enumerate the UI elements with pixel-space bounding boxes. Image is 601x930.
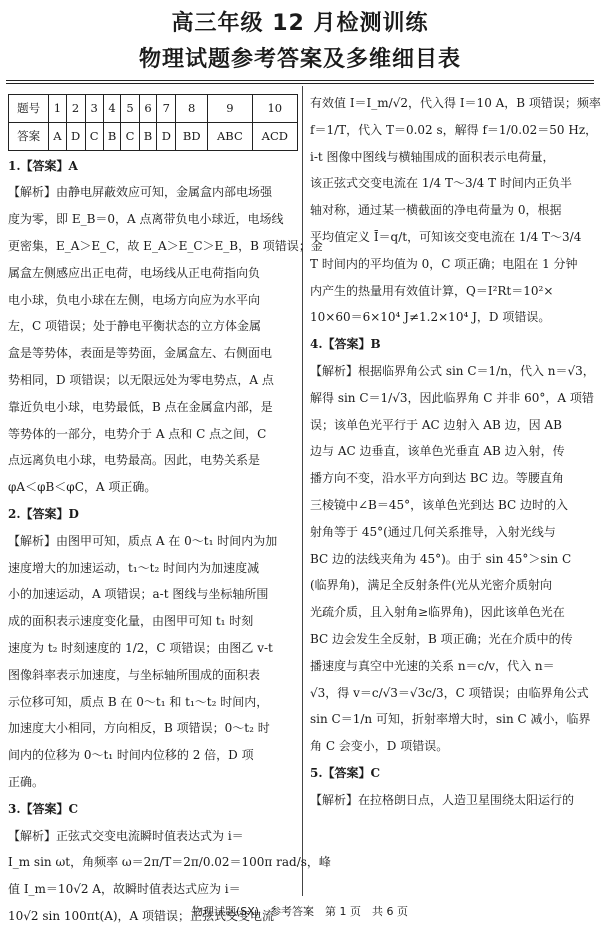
text-line: 【解析】由静电屏蔽效应可知，金属盒内部电场强 <box>8 185 273 200</box>
text-line: 电小球，负电小球在左侧，电场方向应为水平向 <box>8 292 261 307</box>
text-line: 势相同，D 项错误；以无限远处为零电势点，A 点 <box>8 372 274 387</box>
text-line: 值 I_m＝10√2 A，故瞬时值表达式应为 i＝ <box>8 882 241 897</box>
answer-heading: 5.【答案】C <box>310 765 381 780</box>
text-line: 度为零，即 E_B＝0，A 点离带负电小球近，电场线 <box>8 212 284 227</box>
answer-table-row-answers <box>9 122 298 150</box>
text-line: 图像斜率表示加速度，与坐标轴所围成的面积表 <box>8 667 261 682</box>
question-number: 4 <box>103 95 121 123</box>
text-line: 轴对称，通过某一横截面的净电荷量为 0，根据 <box>310 203 562 218</box>
text-line: 示位移可知，质点 B 在 0～t₁ 和 t₁～t₂ 时间内， <box>8 694 269 709</box>
text-line: f＝1/T，代入 T＝0.02 s，解得 f＝1/0.02＝50 Hz， <box>310 122 598 137</box>
title-rule-2 <box>6 83 594 84</box>
answer-heading: 3.【答案】C <box>8 801 79 816</box>
page-subtitle: 物理试题参考答案及多维细目表 <box>138 47 461 72</box>
text-line: 【解析】由图甲可知，质点 A 在 0～t₁ 时间内为加 <box>8 533 278 548</box>
text-line: 角 C 会变小，D 项错误。 <box>310 739 449 754</box>
answer-cell: C <box>121 122 139 150</box>
text-line: 播方向不变，沿水平方向到达 BC 边。等腰直角 <box>310 471 564 486</box>
text-line: 10×60＝6×10⁴ J≠1.2×10⁴ J，D 项错误。 <box>310 310 551 325</box>
text-line: 点远离负电小球，电势最高。因此，电势关系是 <box>8 453 261 468</box>
text-line: 速度增大的加速运动，t₁～t₂ 时间内为加速度减 <box>8 560 260 575</box>
answer-table-row-label: 题号 <box>9 95 49 123</box>
answer-heading: 2.【答案】D <box>8 506 79 521</box>
question-number: 10 <box>252 95 297 123</box>
text-line: i-t 图像中图线与横轴围成的面积表示电荷量， <box>310 149 555 164</box>
answer-heading: 1.【答案】A <box>8 158 78 173</box>
text-line: 射角等于 45°(通过几何关系推导，入射光线与 <box>310 524 556 539</box>
answer-table-row-label: 答案 <box>9 122 49 150</box>
column-divider <box>302 86 303 896</box>
text-line: 该正弦式交变电流在 1/4 T～3/4 T 时间内正负半 <box>310 176 572 191</box>
text-line: 成的面积表示速度变化量，由图甲可知 t₁ 时刻 <box>8 614 254 629</box>
answer-cell: ABC <box>208 122 252 150</box>
text-line: 解得 sin C＝1/√3，因此临界角 C 并非 60°，A 项错 <box>310 390 594 405</box>
text-line: φA＜φB＜φC，A 项正确。 <box>8 480 157 495</box>
text-line: 平均值定义 Ī＝q/t，可知该交变电流在 1/4 T～3/4 <box>310 229 582 244</box>
text-line: 边与 AC 边垂直，该单色光垂直 AB 边入射，传 <box>310 444 565 459</box>
text-line: 盒是等势体，表面是等势面，金属盒左、右侧面电 <box>8 346 273 361</box>
text-line: 正确。 <box>8 774 45 789</box>
title-rule <box>6 80 594 81</box>
text-line: 内产生的热量用有效值计算，Q＝I²Rt＝10²× <box>310 283 554 298</box>
answer-table <box>8 94 298 151</box>
question-number: 6 <box>139 95 157 123</box>
question-number: 5 <box>121 95 139 123</box>
page-title: 高三年级 12 月检测训练 <box>171 11 429 36</box>
question-number: 8 <box>176 95 208 123</box>
text-line: 属盒左侧感应出正电荷，电场线从正电荷指向负 <box>8 265 261 280</box>
text-line: 左，C 项错误；处于静电平衡状态的立方体金属 <box>8 319 261 334</box>
text-line: 三棱镜中∠B＝45°，该单色光到达 BC 边时的入 <box>310 497 568 512</box>
text-line: (临界角)，满足全反射条件(光从光密介质射向 <box>310 578 553 593</box>
text-line: 播速度与真空中光速的关系 n＝c/v，代入 n＝ <box>310 658 555 673</box>
text-line: 更密集，E_A＞E_C，故 E_A＞E_C＞E_B，B 项错误；金 <box>8 238 323 253</box>
answer-cell: D <box>157 122 176 150</box>
text-line: 光疏介质，且入射角≥临界角)，因此该单色光在 <box>310 605 565 620</box>
text-line: 小的加速运动，A 项错误；a-t 图线与坐标轴所围 <box>8 587 269 602</box>
page-footer: 物理试题(SX) 参考答案 第 1 页 共 6 页 <box>191 905 409 918</box>
answer-cell: ACD <box>252 122 297 150</box>
text-line: BC 边会发生全反射，B 项正确；光在介质中的传 <box>310 631 573 646</box>
right-text-lines <box>310 90 601 814</box>
text-line: 误；该单色光平行于 AC 边射入 AB 边，因 AB <box>310 417 562 432</box>
answer-table-row-numbers <box>9 95 298 123</box>
question-number: 9 <box>208 95 252 123</box>
answer-cell: C <box>85 122 103 150</box>
answer-cell: B <box>139 122 157 150</box>
text-line: 【解析】在拉格朗日点，人造卫星围绕太阳运行的 <box>310 792 575 807</box>
text-line: 【解析】正弦式交变电流瞬时值表达式为 i＝ <box>8 828 244 843</box>
right-column <box>310 90 601 814</box>
question-number: 3 <box>85 95 103 123</box>
text-line: 10√2 sin 100πt(A)，A 项错误；正弦式交变电流 <box>8 908 275 923</box>
text-line: 靠近负电小球，电势最低，B 点在金属盒内部，是 <box>8 399 273 414</box>
text-line: 速度为 t₂ 时刻速度的 1/2，C 项错误；由图乙 v-t <box>8 640 273 655</box>
answer-cell: D <box>66 122 85 150</box>
question-number: 1 <box>49 95 66 123</box>
text-line: 加速度大小相同，方向相反，B 项错误；0～t₂ 时 <box>8 721 270 736</box>
text-line: 等势体的一部分，电势介于 A 点和 C 点之间，C <box>8 426 267 441</box>
text-line: T 时间内的平均值为 0，C 项正确；电阻在 1 分钟 <box>310 256 578 271</box>
text-line: 【解析】根据临界角公式 sin C＝1/n，代入 n＝√3， <box>310 363 595 378</box>
question-number: 2 <box>66 95 85 123</box>
text-line: √3，得 v＝c/√3＝√3c/3，C 项错误；由临界角公式 <box>310 685 589 700</box>
text-line: sin C＝1/n 可知，折射率增大时，sin C 减小，临界 <box>310 712 591 727</box>
text-line: 间内的位移为 0～t₁ 时间内位移的 2 倍，D 项 <box>8 748 254 763</box>
text-line: I_m sin ωt，角频率 ω＝2π/T＝2π/0.02＝100π rad/s，峰 <box>8 855 331 870</box>
text-line: BC 边的法线夹角为 45°)。由于 sin 45°＞sin C <box>310 551 572 566</box>
answer-heading: 4.【答案】B <box>310 337 381 352</box>
text-line: 有效值 I＝I_m/√2，代入得 I＝10 A，B 项错误；频率 <box>310 96 601 110</box>
answer-cell: B <box>103 122 121 150</box>
answer-cell: A <box>49 122 66 150</box>
question-number: 7 <box>157 95 176 123</box>
answer-cell: BD <box>176 122 208 150</box>
